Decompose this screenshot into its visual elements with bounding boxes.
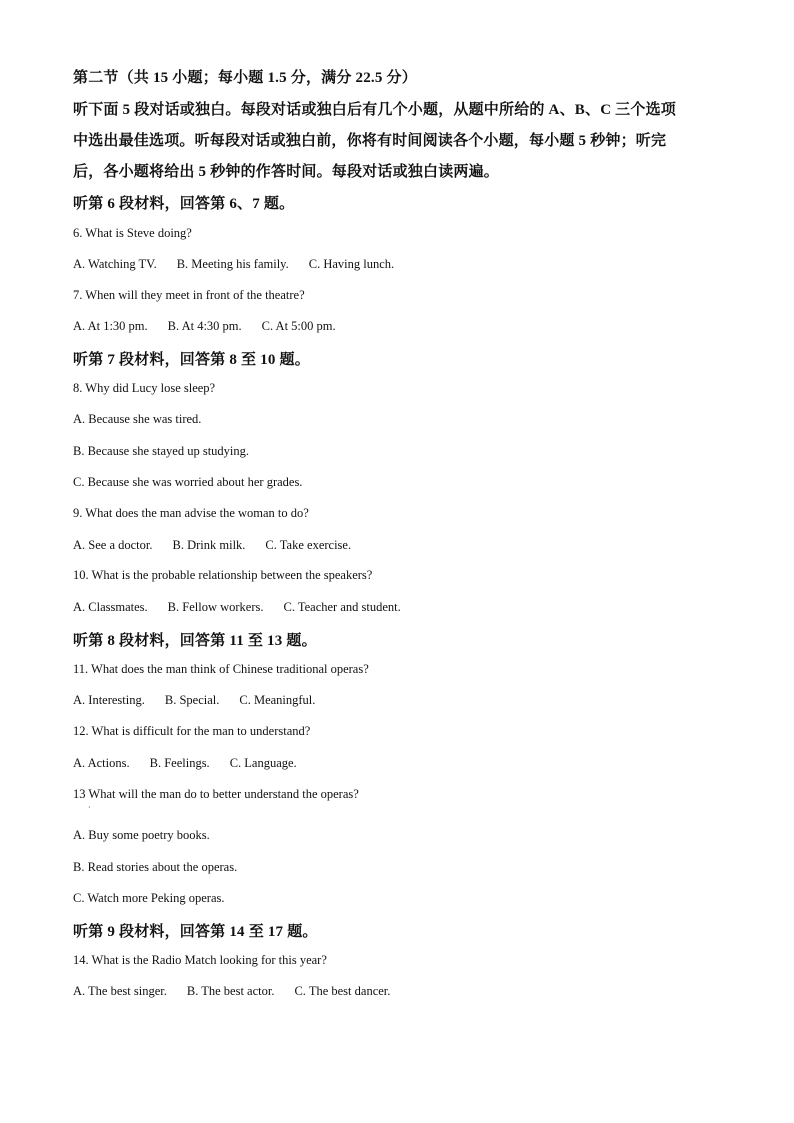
option-a: A. See a doctor. (73, 538, 153, 552)
option-c: C. At 5:00 pm. (261, 319, 336, 333)
option-b: B. Drink milk. (172, 538, 246, 552)
question-13-option-b: B. Read stories about the operas. (73, 860, 238, 874)
option-a: A. Interesting. (73, 693, 145, 707)
instructions-line-2: 中选出最佳选项。听每段对话或独白前，你将有时间阅读各个小题，每小题 5 秒钟；听完 (73, 133, 667, 149)
option-c: C. Having lunch. (308, 257, 395, 271)
question-6-options (73, 257, 394, 272)
question-8-option-a: A. Because she was tired. (73, 412, 202, 426)
question-13-stem: 13 What will the man do to better understand the operas? (73, 787, 359, 801)
question-11-stem: 11. What does the man think of Chinese traditional operas? (73, 662, 369, 676)
question-10-stem: 10. What is the probable relationship between the speakers? (73, 568, 373, 582)
question-12-options (73, 756, 297, 771)
option-b: B. Fellow workers. (167, 600, 264, 614)
option-c: C. Language. (229, 756, 297, 770)
question-13-option-a: A. Buy some poetry books. (73, 828, 210, 842)
section-title: 第二节（共 15 小题；每小题 1.5 分，满分 22.5 分） (73, 70, 417, 86)
question-10-options (73, 600, 401, 615)
option-b: B. The best actor. (186, 984, 275, 998)
instructions-line-3: 后，各小题将给出 5 秒钟的作答时间。每段对话或独白读两遍。 (73, 164, 500, 180)
option-b: B. Meeting his family. (176, 257, 289, 271)
group-8-heading: 听第 8 段材料，回答第 11 至 13 题。 (73, 633, 317, 649)
option-a: A. Watching TV. (73, 257, 157, 271)
option-a: A. The best singer. (73, 984, 167, 998)
question-13-option-c: C. Watch more Peking operas. (73, 891, 225, 905)
option-c: C. Meaningful. (239, 693, 316, 707)
question-14-options (73, 984, 390, 999)
option-c: C. Teacher and student. (283, 600, 401, 614)
question-8-option-b: B. Because she stayed up studying. (73, 444, 250, 458)
option-c: C. The best dancer. (294, 984, 391, 998)
option-b: B. Feelings. (149, 756, 210, 770)
question-12-stem: 12. What is difficult for the man to understand? (73, 724, 311, 738)
group-7-heading: 听第 7 段材料，回答第 8 至 10 题。 (73, 352, 310, 368)
option-b: B. At 4:30 pm. (167, 319, 242, 333)
instructions-line-1: 听下面 5 段对话或独白。每段对话或独白后有几个小题，从题中所给的 A、B、C 三个选项 (73, 102, 676, 118)
question-11-options (73, 693, 315, 708)
group-6-heading: 听第 6 段材料，回答第 6、7 题。 (73, 196, 295, 212)
option-c: C. Take exercise. (265, 538, 352, 552)
question-9-options (73, 538, 351, 553)
option-b: B. Special. (164, 693, 220, 707)
question-9-stem: 9. What does the man advise the woman to do? (73, 506, 309, 520)
question-8-option-c: C. Because she was worried about her grades. (73, 475, 303, 489)
option-a: A. Actions. (73, 756, 130, 770)
stray-dot: · (88, 803, 91, 812)
question-6-stem: 6. What is Steve doing? (73, 226, 192, 240)
option-a: A. Classmates. (73, 600, 148, 614)
group-9-heading: 听第 9 段材料，回答第 14 至 17 题。 (73, 924, 318, 940)
question-8-stem: 8. Why did Lucy lose sleep? (73, 381, 216, 395)
question-7-options (73, 319, 336, 334)
option-a: A. At 1:30 pm. (73, 319, 148, 333)
question-14-stem: 14. What is the Radio Match looking for this year? (73, 953, 327, 967)
question-7-stem: 7. When will they meet in front of the theatre? (73, 288, 305, 302)
